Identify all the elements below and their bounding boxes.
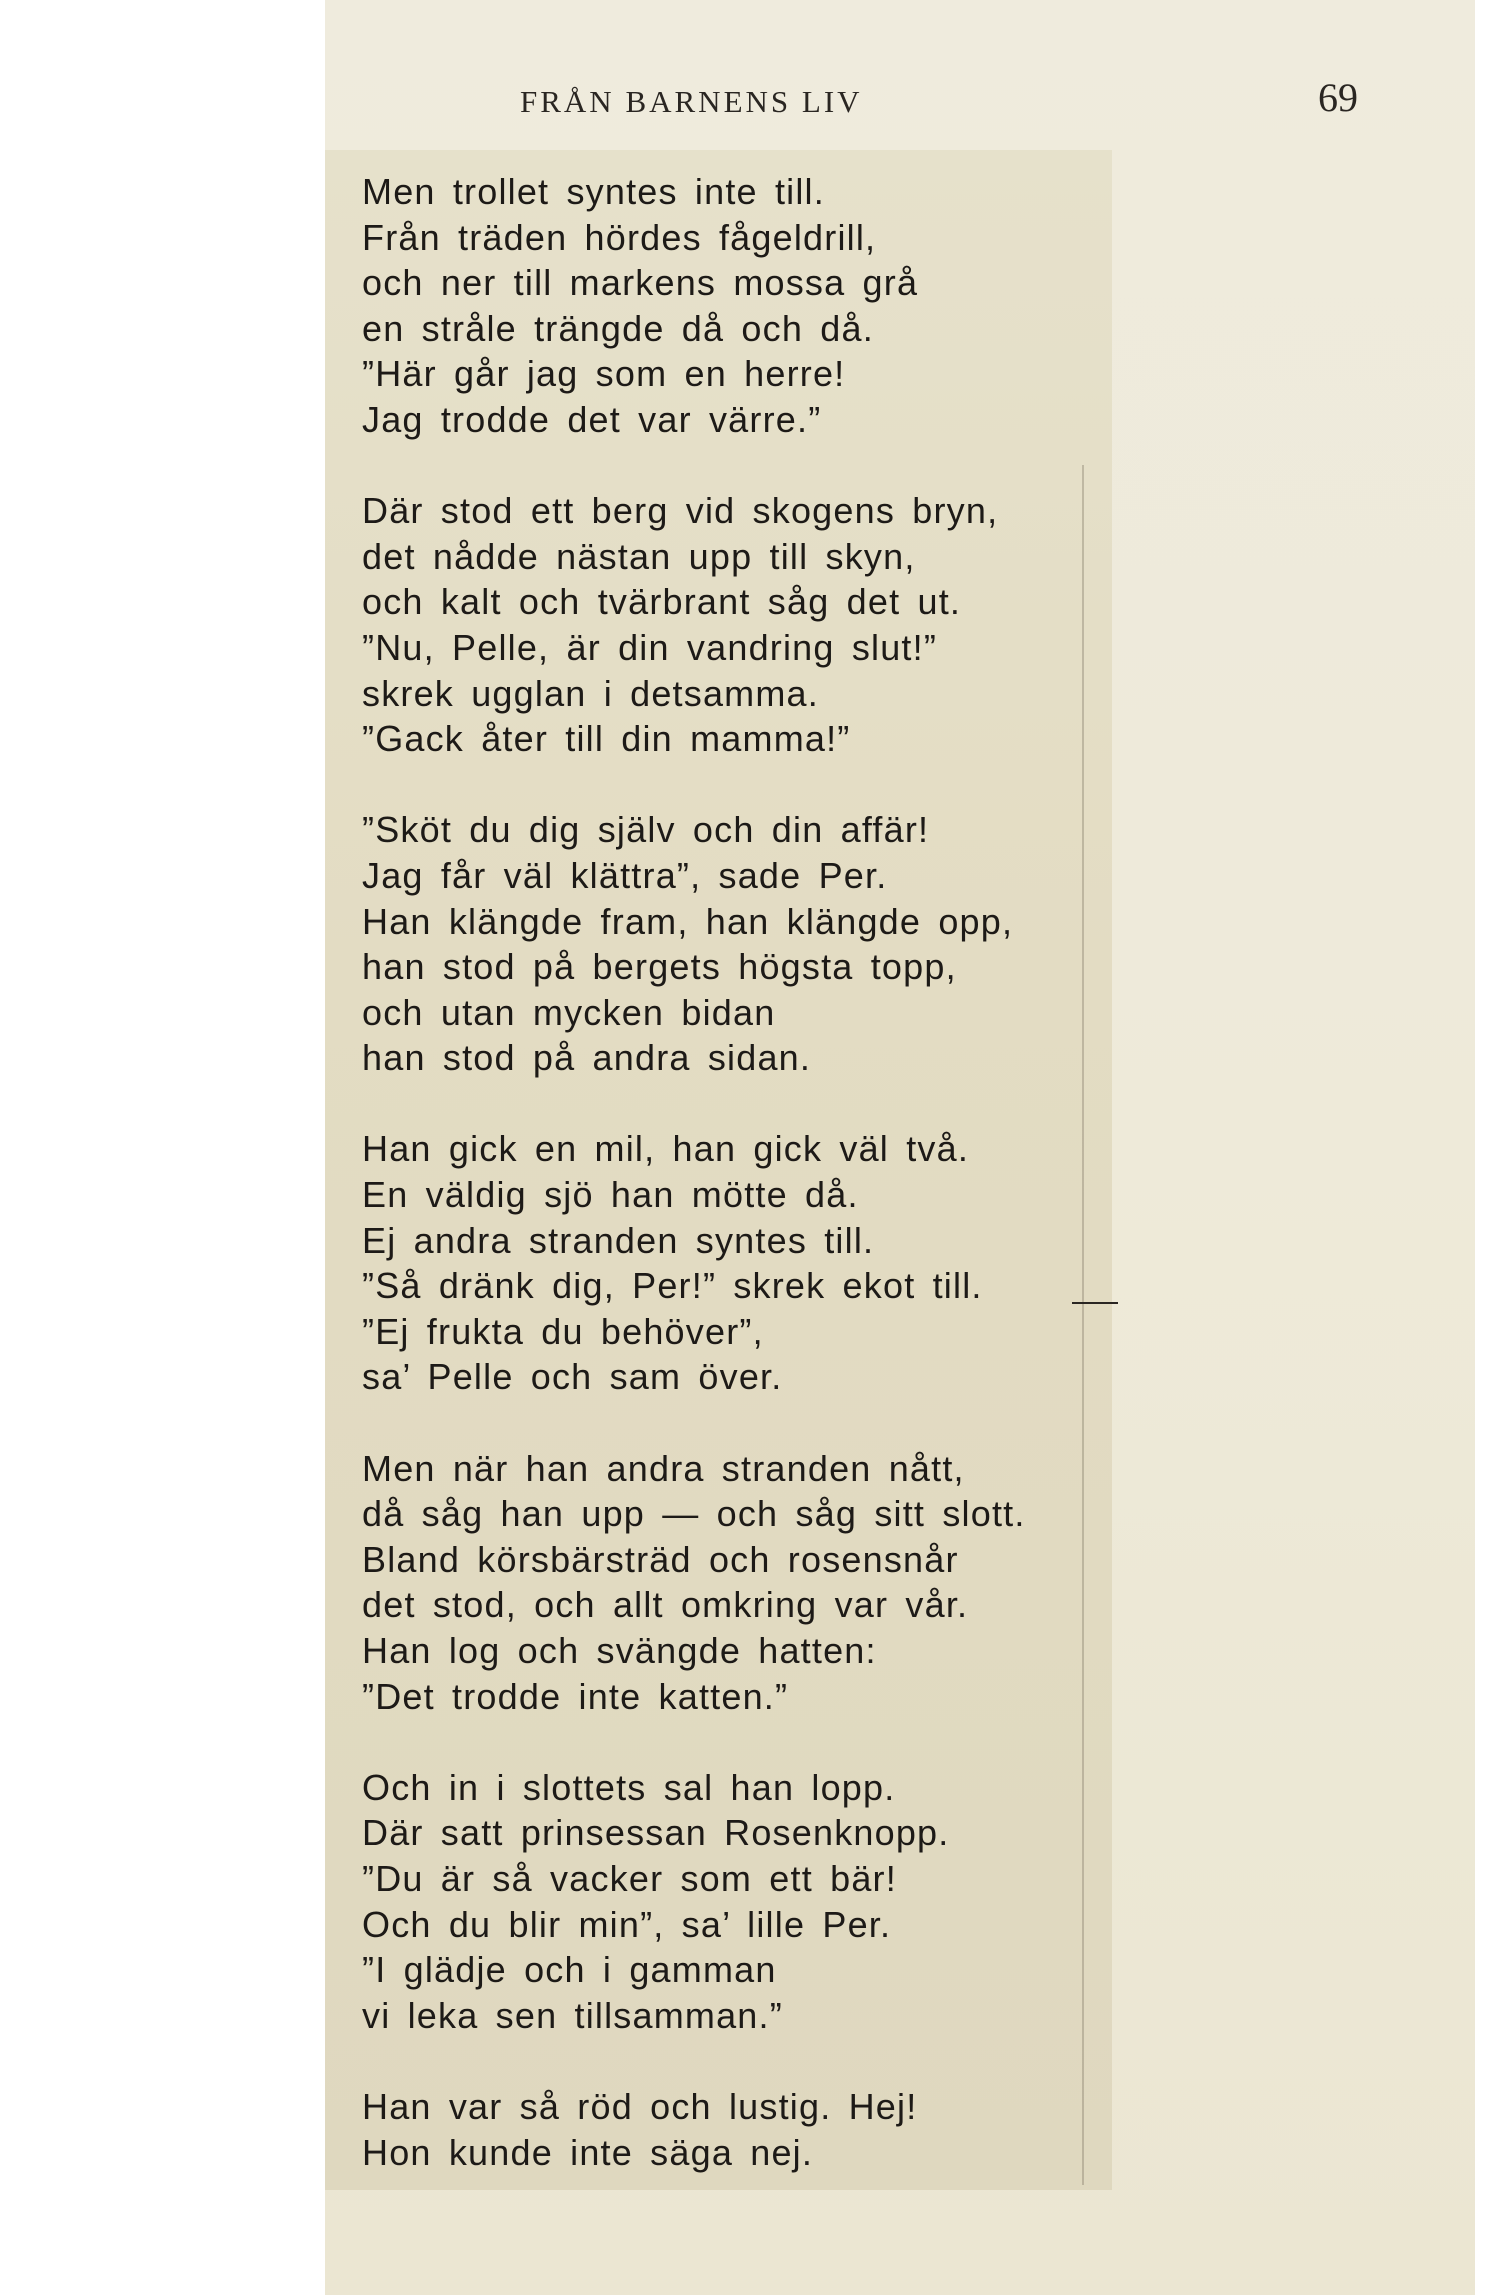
poem-line: Men trollet syntes inte till. — [362, 171, 825, 212]
poem-line: skrek ugglan i detsamma. — [362, 672, 819, 714]
poem-line: Jag får väl klättra”, sade Per. — [362, 854, 888, 896]
poem-line: Jag trodde det var värre.” — [362, 398, 822, 440]
running-header-title: FRÅN BARNENS LIV — [520, 84, 863, 119]
stanza — [362, 1446, 1102, 1720]
poem-line: ”Gack åter till din mamma!” — [362, 718, 851, 760]
poem-line: det nådde nästan upp till skyn, — [362, 535, 916, 577]
stanza — [362, 488, 1102, 762]
stanza — [362, 1765, 1102, 2039]
poem-line: En väldig sjö han mötte då. — [362, 1174, 859, 1216]
poem-line: Bland körsbärsträd och rosensnår — [362, 1538, 959, 1580]
poem-line: Från träden hördes fågeldrill, — [362, 216, 877, 258]
poem-line: ”Här går jag som en herre! — [362, 353, 846, 395]
stanza — [362, 169, 1102, 443]
poem-line: Han klängde fram, han klängde opp, — [362, 900, 1014, 942]
poem — [362, 169, 1102, 2175]
poem-line: Hon kunde inte säga nej. — [362, 2131, 814, 2173]
poem-line: ”Det trodde inte katten.” — [362, 1675, 789, 1717]
stanza — [362, 2084, 1102, 2175]
poem-line: Han log och svängde hatten: — [362, 1630, 877, 1671]
poem-line: och utan mycken bidan — [362, 991, 776, 1033]
poem-line: ”Ej frukta du behöver”, — [362, 1310, 764, 1352]
poem-line: han stod på bergets högsta topp, — [362, 946, 957, 988]
poem-line: Och in i slottets sal han lopp. — [362, 1766, 896, 1808]
poem-line: det stod, och allt omkring var vår. — [362, 1584, 969, 1626]
page-number: 69 — [1318, 75, 1358, 120]
stanza — [362, 807, 1102, 1081]
poem-line: ”I glädje och i gamman — [362, 1949, 777, 1991]
poem-line: Men när han andra stranden nått, — [362, 1447, 965, 1489]
poem-line: han stod på andra sidan. — [362, 1037, 812, 1079]
stanza — [362, 1126, 1102, 1400]
poem-line: sa’ Pelle och sam över. — [362, 1356, 783, 1398]
poem-line: och ner till markens mossa grå — [362, 262, 919, 304]
poem-line: ”Du är så vacker som ett bär! — [362, 1857, 897, 1899]
poem-line: Där stod ett berg vid skogens bryn, — [362, 490, 999, 532]
poem-line: Han var så röd och lustig. Hej! — [362, 2085, 918, 2127]
poem-line: Ej andra stranden syntes till. — [362, 1219, 875, 1261]
poem-line: Han gick en mil, han gick väl två. — [362, 1128, 970, 1170]
poem-line: då såg han upp — och såg sitt slott. — [362, 1493, 1026, 1535]
poem-line: Och du blir min”, sa’ lille Per. — [362, 1903, 892, 1945]
poem-line: vi leka sen tillsamman.” — [362, 1994, 783, 2036]
poem-line: en stråle trängde då och då. — [362, 307, 874, 349]
poem-line: ”Sköt du dig själv och din affär! — [362, 809, 930, 851]
poem-line: ”Så dränk dig, Per!” skrek ekot till. — [362, 1265, 983, 1307]
poem-line: och kalt och tvärbrant såg det ut. — [362, 581, 962, 623]
poem-line: ”Nu, Pelle, är din vandring slut!” — [362, 626, 938, 668]
poem-line: Där satt prinsessan Rosenknopp. — [362, 1812, 950, 1854]
